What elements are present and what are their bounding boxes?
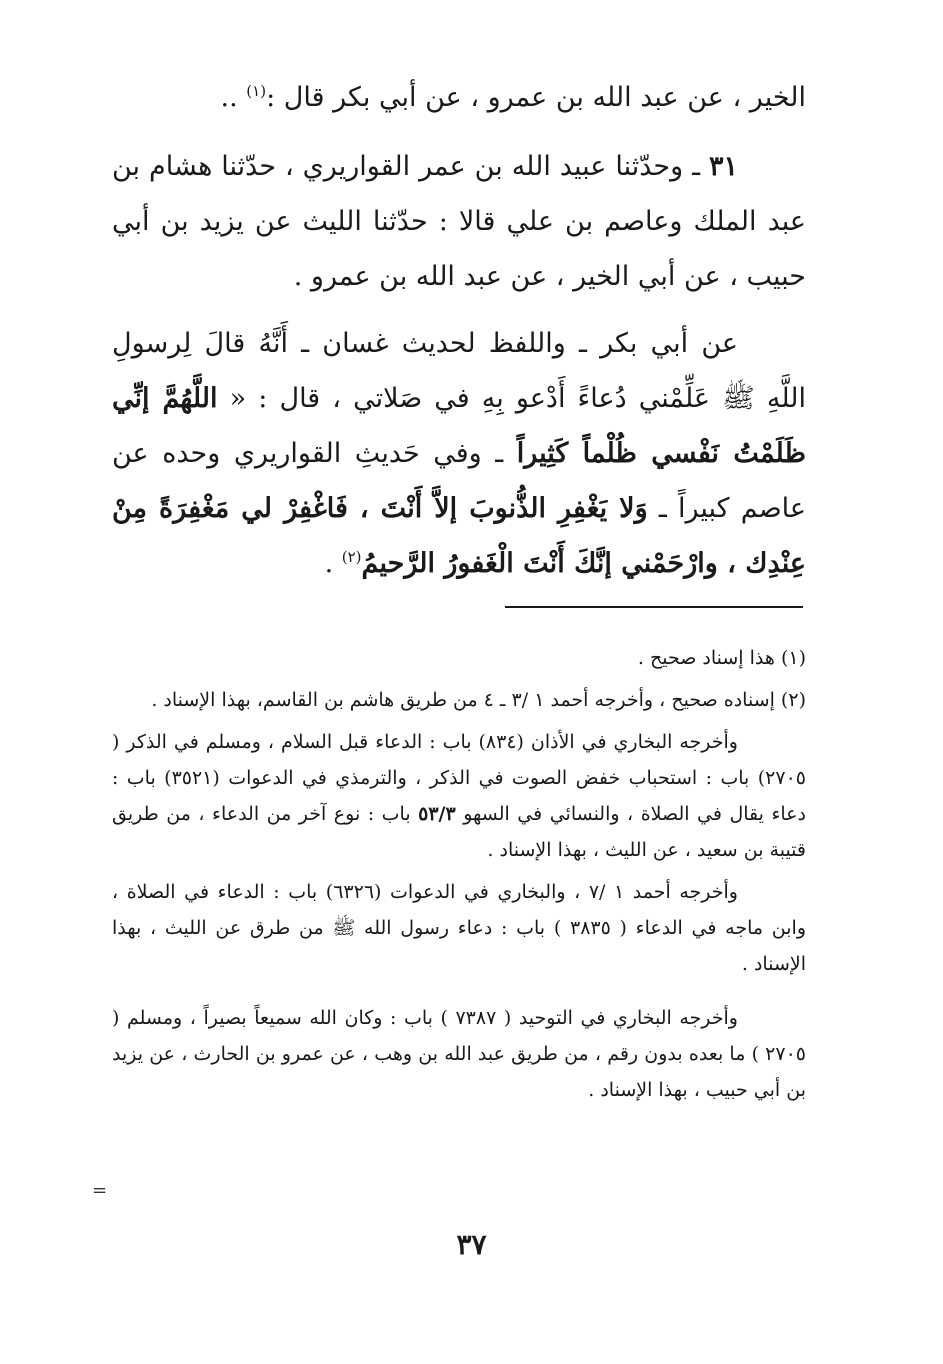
isnad-text: ـ وحدّثنا عبيد الله بن عمر القواريري ، حدّثنا هشام بن عبد الملك وعاصم بن علي قالا : حدّثنا الليث عن يزيد بن أبي حبيب ، عن أبي الخير ، عن عبد الله بن عمرو .	[112, 151, 806, 292]
matn-intro: عن أبي بكر ـ واللفظ لحديث غسان ـ أَنَّهُ قالَ لِرسولِ اللَّهِ ﷺ عَلِّمْني دُعاءً أَدْعو بِهِ في صَلاتي ، قال : «	[112, 328, 806, 414]
continuation-tail: ..	[220, 82, 247, 113]
footnote-2-cont-b: وأخرجه أحمد ١ /٧ ، والبخاري في الدعوات (٦٣٢٦) باب : الدعاء في الصلاة ، وابن ماجه في الدعاء ( ٣٨٣٥ ) باب : دعاء رسول الله ﷺ من طرق عن الليث ، بهذا الإسناد .	[112, 881, 807, 975]
matn-tail: .	[324, 548, 342, 579]
footnote-ref-nasai: ٥٣/٣	[418, 803, 456, 825]
matn-paragraph	[112, 316, 806, 591]
main-text	[112, 70, 806, 591]
footnote-2-cont-a	[112, 724, 806, 868]
footnote-2-cont-c: وأخرجه البخاري في التوحيد ( ٧٣٨٧ ) باب : وكان الله سميعاً بصيراً ، ومسلم ( ٢٧٠٥ ) ما بعده بدون رقم ، من طريق عبد الله بن وهب ، عن عمرو بن الحارث ، عن يزيد بن أبي حبيب ، بهذا الإسناد .	[112, 1007, 806, 1101]
margin-mark: =	[92, 1180, 108, 1201]
hadith-paragraph	[112, 139, 806, 304]
dua-text-2: وَلا يَغْفِرِ الذُّنوبَ إلاَّ أَنْتَ ، فَاغْفِرْ لي مَغْفِرَةً مِنْ عِنْدِك ، وارْحَمْني إنَّكَ أَنْتَ الْغَفورُ الرَّحيمُ	[112, 493, 806, 579]
paragraph-continuation	[112, 70, 806, 125]
footnote-ref-1: (١)	[246, 82, 267, 100]
continuation-text: الخير ، عن عبد الله بن عمرو ، عن أبي بكر قال :	[266, 82, 806, 113]
footnotes	[112, 640, 806, 1114]
footnote-1: (١) هذا إسناد صحيح .	[637, 647, 806, 669]
footnote-2-cont-a-text: وأخرجه البخاري في الأذان (٨٣٤) باب : الدعاء قبل السلام ، ومسلم في الذكر ( ٢٧٠٥) باب : استحباب خفض الصوت في الذكر ، والترمذي في الدعوات (٣٥٢١) باب : دعاء يقال في الصلاة ، والنسائي في السهو	[112, 731, 806, 825]
footnote-2-cont-a-tail: باب : نوع آخر من الدعاء ، من طريق قتيبة بن سعيد ، عن الليث ، بهذا الإسناد .	[112, 803, 806, 861]
matn-aside: ـ وفي حَديثِ القواريري وحده عن عاصم كبيراً ـ	[112, 438, 806, 524]
footnote-ref-2: (٢)	[341, 548, 362, 566]
dua-text-1: اللَّهُمَّ إنِّي ظَلَمْتُ نَفْسي ظُلْماً كَثِيراً	[112, 383, 806, 469]
page-number: ٣٧	[456, 1228, 487, 1261]
footnote-2: (٢) إسناده صحيح ، وأخرجه أحمد ١ /٣ ـ ٤ من طريق هاشم بن القاسم، بهذا الإسناد .	[151, 689, 806, 711]
footnote-divider	[505, 606, 803, 608]
hadith-number: ٣١	[708, 151, 738, 182]
